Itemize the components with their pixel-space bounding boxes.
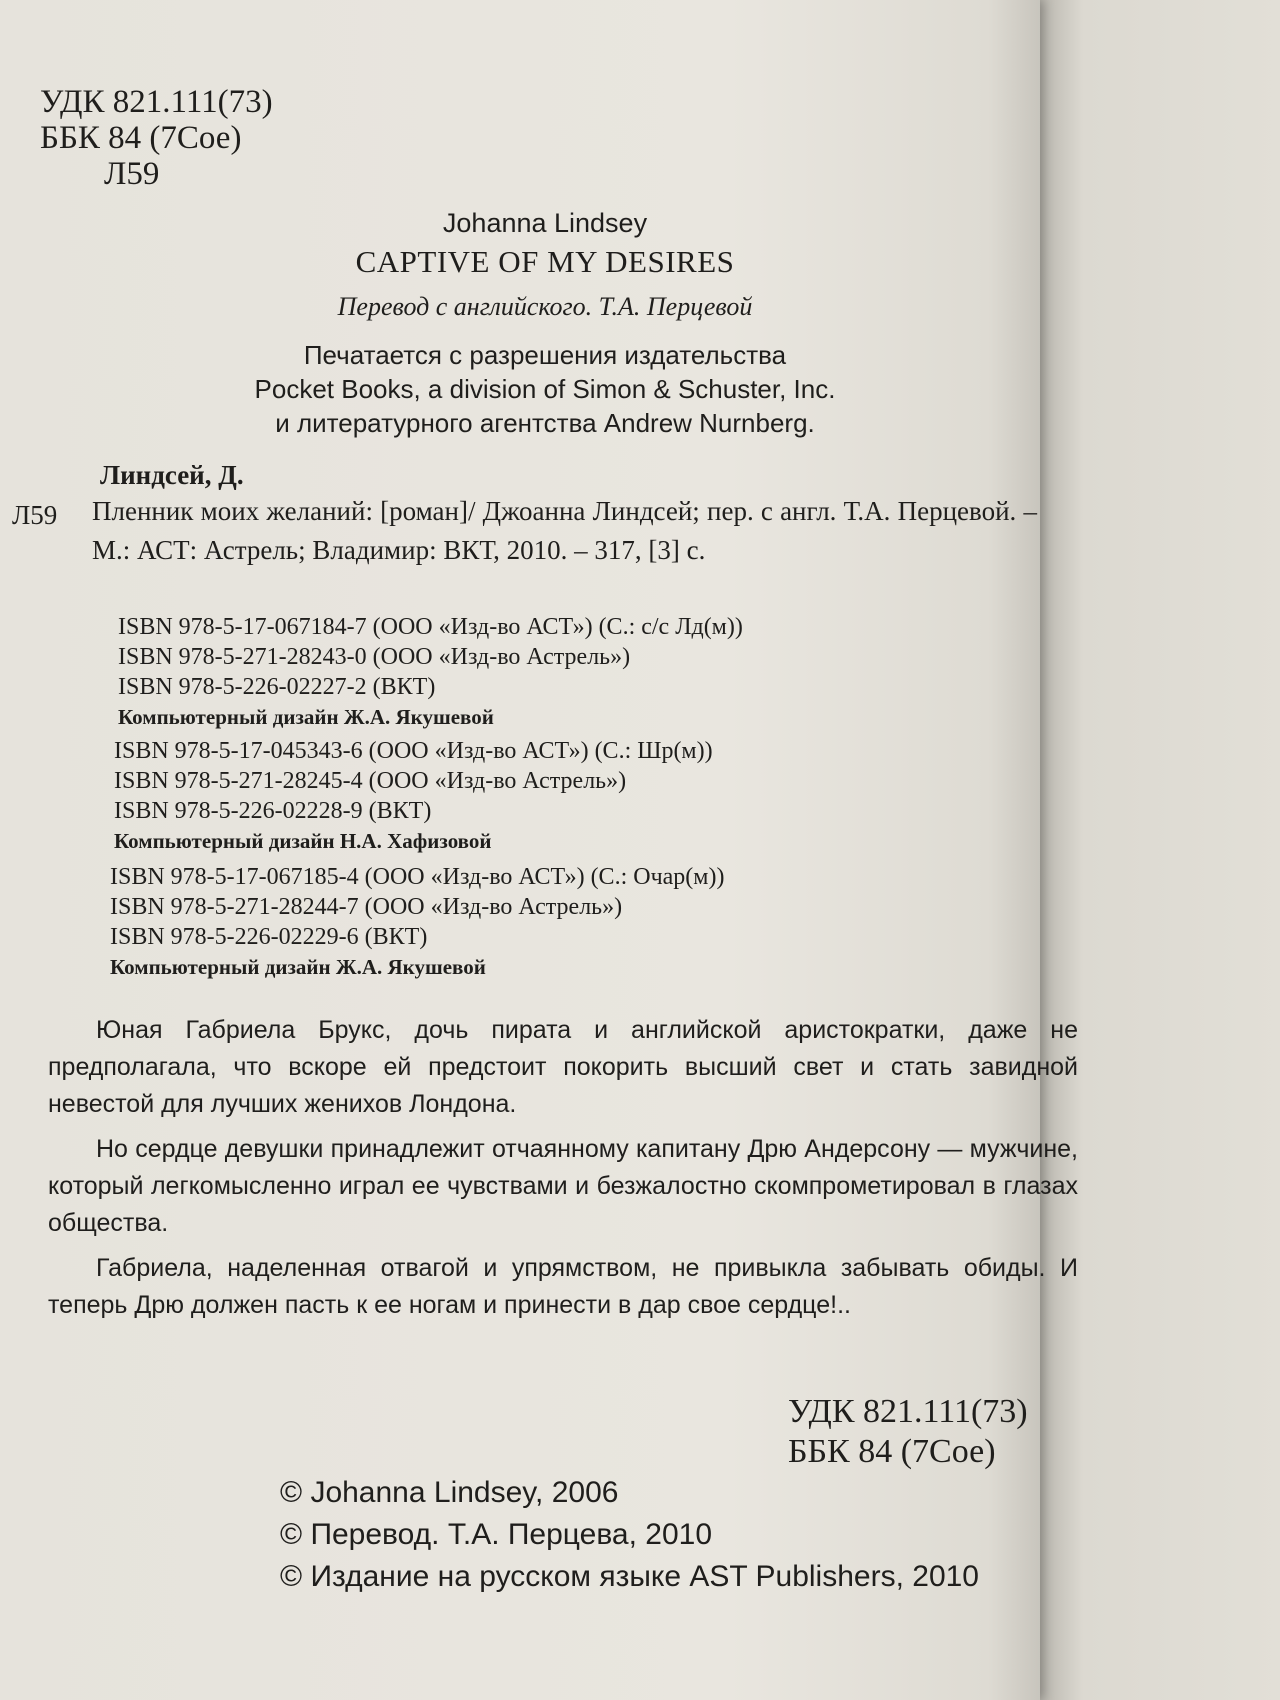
udk-code: УДК 821.111(73) <box>788 1393 1028 1430</box>
author-mark: Л59 <box>104 156 160 192</box>
permission-notice <box>130 338 960 440</box>
copyright-line: © Johanna Lindsey, 2006 <box>280 1476 619 1509</box>
isbn-group <box>114 736 713 856</box>
isbn-group <box>110 862 724 982</box>
copyright-line: © Перевод. Т.А. Перцева, 2010 <box>280 1518 713 1551</box>
original-author: Johanna Lindsey <box>442 208 648 238</box>
annotation <box>48 1012 1078 1332</box>
isbn-line: ISBN 978-5-226-02228-9 (ВКТ) <box>114 798 432 824</box>
design-credit: Компьютерный дизайн Н.А. Хафизовой <box>114 829 492 853</box>
classification-bottom <box>788 1392 1028 1472</box>
biblio-code: Л59 <box>12 500 58 530</box>
design-credit: Компьютерный дизайн Ж.А. Якушевой <box>118 705 494 729</box>
translation-credit: Перевод с английского. Т.А. Перцевой <box>337 292 753 321</box>
isbn-line: ISBN 978-5-226-02229-6 (ВКТ) <box>110 924 428 950</box>
permission-line: Pocket Books, a division of Simon & Schuster, Inc. <box>254 374 836 404</box>
isbn-line: ISBN 978-5-271-28243-0 (ООО «Изд-во Астрель») <box>118 644 631 670</box>
udk-code: УДК 821.111(73) <box>40 84 273 120</box>
biblio-description-text: Пленник моих желаний: [роман]/ Джоанна Линдсей; пер. с англ. Т.А. Перцевой. – М.: АСТ: Астрель; Владимир: ВКТ, 2010. – 317, [3] с. <box>92 496 1037 565</box>
isbn-line: ISBN 978-5-271-28245-4 (ООО «Изд-во Астрель») <box>114 768 627 794</box>
permission-line: Печатается с разрешения издательства <box>303 340 787 370</box>
isbn-line: ISBN 978-5-17-045343-6 (ООО «Изд-во АСТ») (С.: Шр(м)) <box>114 738 713 764</box>
isbn-line: ISBN 978-5-17-067185-4 (ООО «Изд-во АСТ») (С.: Очар(м)) <box>110 864 725 890</box>
bbk-code: ББК 84 (7Сое) <box>40 120 242 156</box>
copyright-line: © Издание на русском языке AST Publishers, 2010 <box>280 1560 979 1593</box>
annotation-paragraph: Юная Габриела Брукс, дочь пирата и английской аристократки, даже не предполагала, что вскоре ей предстоит покорить высший свет и стать завидной невестой для лучших женихов Лондона. <box>48 1016 1078 1118</box>
facing-page-edge <box>1040 0 1280 1700</box>
annotation-paragraph: Но сердце девушки принадлежит отчаянному капитану Дрю Андерсону — мужчине, который легкомысленно играл ее чувствами и безжалостно скомпрометировал в глазах общества. <box>48 1135 1078 1237</box>
original-title: CAPTIVE OF MY DESIRES <box>355 244 735 279</box>
design-credit: Компьютерный дизайн Ж.А. Якушевой <box>110 955 486 979</box>
isbn-line: ISBN 978-5-17-067184-7 (ООО «Изд-во АСТ») (С.: с/с Лд(м)) <box>118 614 743 640</box>
annotation-paragraph: Габриела, наделенная отвагой и упрямством, не привыкла забывать обиды. И теперь Дрю должен пасть к ее ногам и принести в дар свое сердце!.. <box>48 1254 1078 1319</box>
biblio-author: Линдсей, Д. <box>100 460 244 490</box>
copyright-notices <box>280 1472 979 1598</box>
isbn-group <box>118 612 743 732</box>
biblio-description <box>92 492 1037 570</box>
isbn-line: ISBN 978-5-271-28244-7 (ООО «Изд-во Астрель») <box>110 894 623 920</box>
isbn-line: ISBN 978-5-226-02227-2 (ВКТ) <box>118 674 436 700</box>
bbk-code: ББК 84 (7Сое) <box>788 1433 996 1470</box>
permission-line: и литературного агентства Andrew Nurnberg. <box>275 408 815 438</box>
classification-top <box>40 84 273 192</box>
